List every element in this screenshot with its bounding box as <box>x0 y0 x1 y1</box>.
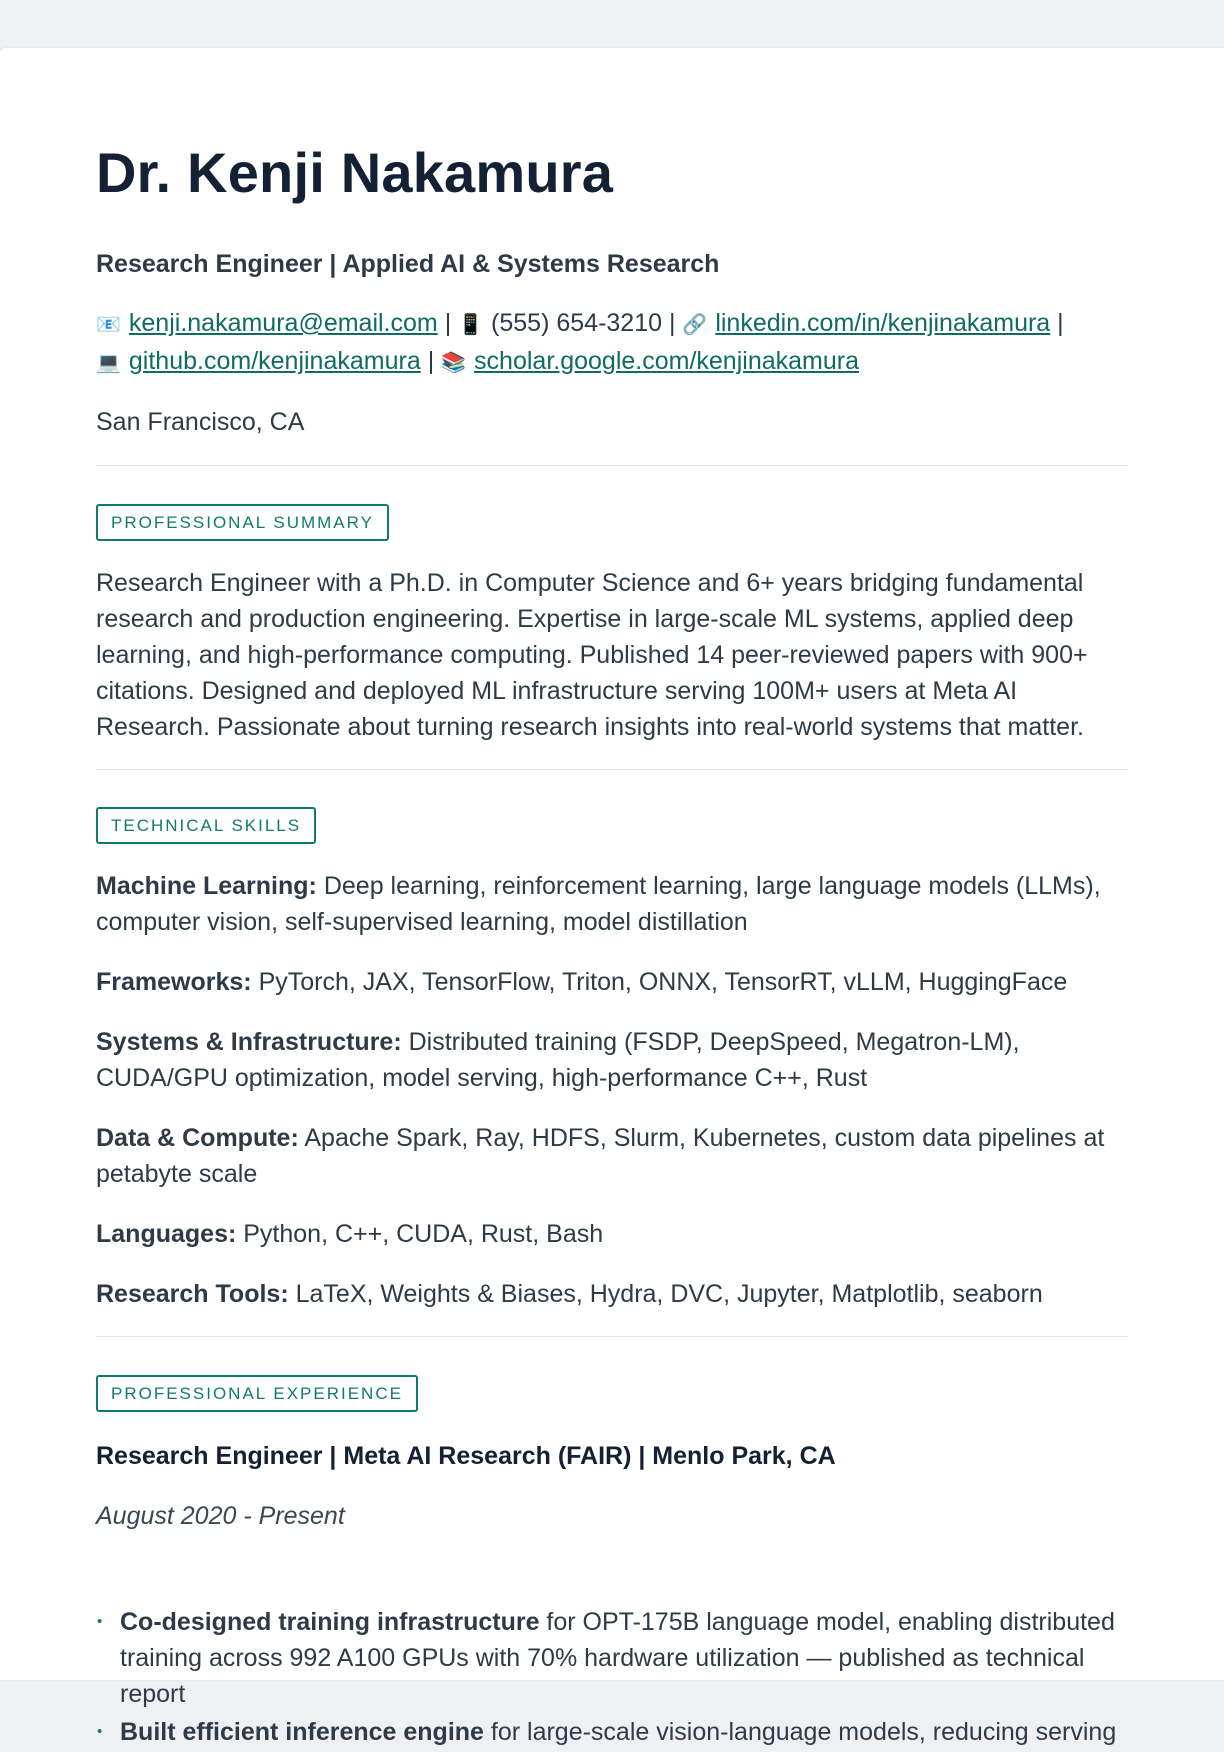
books-icon: 📚 <box>441 352 467 374</box>
job-dates: August 2020 - Present <box>96 1502 345 1530</box>
skill-machine-learning <box>96 868 1128 940</box>
section-divider <box>96 769 1128 770</box>
candidate-subtitle: Research Engineer | Applied AI & Systems Research <box>96 250 720 278</box>
skills-heading: TECHNICAL SKILLS <box>96 807 316 844</box>
experience-heading: PROFESSIONAL EXPERIENCE <box>96 1375 418 1412</box>
link-icon: 🔗 <box>682 314 708 336</box>
phone-icon: 📱 <box>458 314 484 336</box>
skill-label: Languages: <box>96 1220 237 1248</box>
skill-languages <box>96 1216 1128 1252</box>
skill-research-tools <box>96 1276 1128 1312</box>
candidate-name: Dr. Kenji Nakamura <box>96 141 614 204</box>
location: San Francisco, CA <box>96 408 305 436</box>
linkedin-link[interactable]: linkedin.com/in/kenjinakamura <box>715 309 1051 337</box>
skill-value: PyTorch, JAX, TensorFlow, Triton, ONNX, TensorRT, vLLM, HuggingFace <box>258 968 1068 996</box>
skill-data-compute <box>96 1120 1128 1192</box>
skill-frameworks <box>96 964 1128 1000</box>
contact-line <box>96 305 1136 381</box>
email-link[interactable]: kenji.nakamura@email.com <box>128 309 438 337</box>
summary-text: Research Engineer with a Ph.D. in Computer Science and 6+ years bridging fundamental research and production engineering. Expertise in large-scale ML systems, applied deep learning, and high-performance computing. Published 14 peer-reviewed papers with 900+ citations. Designed and deployed ML infrastructure serving 100M+ users at Meta AI Research. Passionate about turning research insights into real-world systems that matter. <box>96 569 1088 741</box>
skill-value: LaTeX, Weights & Biases, Hydra, DVC, Jupyter, Matplotlib, seaborn <box>295 1280 1043 1308</box>
skill-label: Research Tools: <box>96 1280 289 1308</box>
resume-page <box>0 48 1224 1746</box>
contact-separator: | <box>1057 309 1064 337</box>
job-title: Research Engineer | Meta AI Research (FAIR) | Menlo Park, CA <box>96 1442 836 1470</box>
skill-label: Frameworks: <box>96 968 252 996</box>
email-icon: 📧 <box>96 314 121 336</box>
laptop-icon: 💻 <box>96 352 121 374</box>
scholar-link[interactable]: scholar.google.com/kenjinakamura <box>474 347 859 375</box>
section-divider <box>96 1336 1128 1337</box>
skill-label: Systems & Infrastructure: <box>96 1028 402 1056</box>
summary-heading: PROFESSIONAL SUMMARY <box>96 504 389 541</box>
contact-separator: | <box>444 309 452 337</box>
bullet-icon: • <box>97 1723 103 1740</box>
bullet-text: for OPT-175B language model, enabling distributed training across 992 A100 GPUs with 70% hardware utilization — published as technical report <box>120 1608 1115 1708</box>
skill-value: Python, C++, CUDA, Rust, Bash <box>243 1220 604 1248</box>
bullet-icon: • <box>97 1613 103 1630</box>
skill-value: Distributed training (FSDP, DeepSpeed, Megatron-LM), CUDA/GPU optimization, model serving, high-performance C++, Rust <box>96 1028 1020 1092</box>
phone-number: (555) 654-3210 <box>491 309 663 337</box>
job-bullets <box>96 1604 1128 1752</box>
skill-label: Machine Learning: <box>96 872 317 900</box>
bullet-text: for large-scale vision-language models, reducing serving <box>483 1718 1117 1746</box>
skill-value: Deep learning, reinforcement learning, large language models (LLMs), computer vision, self-supervised learning, model distillation <box>96 872 1101 936</box>
list-item <box>96 1604 1128 1712</box>
contact-separator: | <box>668 309 676 337</box>
bullet-bold: Built efficient inference engine <box>120 1718 484 1746</box>
skill-label: Data & Compute: <box>96 1124 299 1152</box>
list-item <box>96 1714 1128 1750</box>
section-divider <box>96 465 1128 466</box>
github-link[interactable]: github.com/kenjinakamura <box>128 347 421 375</box>
contact-separator: | <box>427 347 435 375</box>
skill-systems <box>96 1024 1128 1096</box>
skill-value: Apache Spark, Ray, HDFS, Slurm, Kubernetes, custom data pipelines at petabyte scale <box>96 1124 1105 1188</box>
bullet-bold: Co-designed training infrastructure <box>120 1608 540 1636</box>
